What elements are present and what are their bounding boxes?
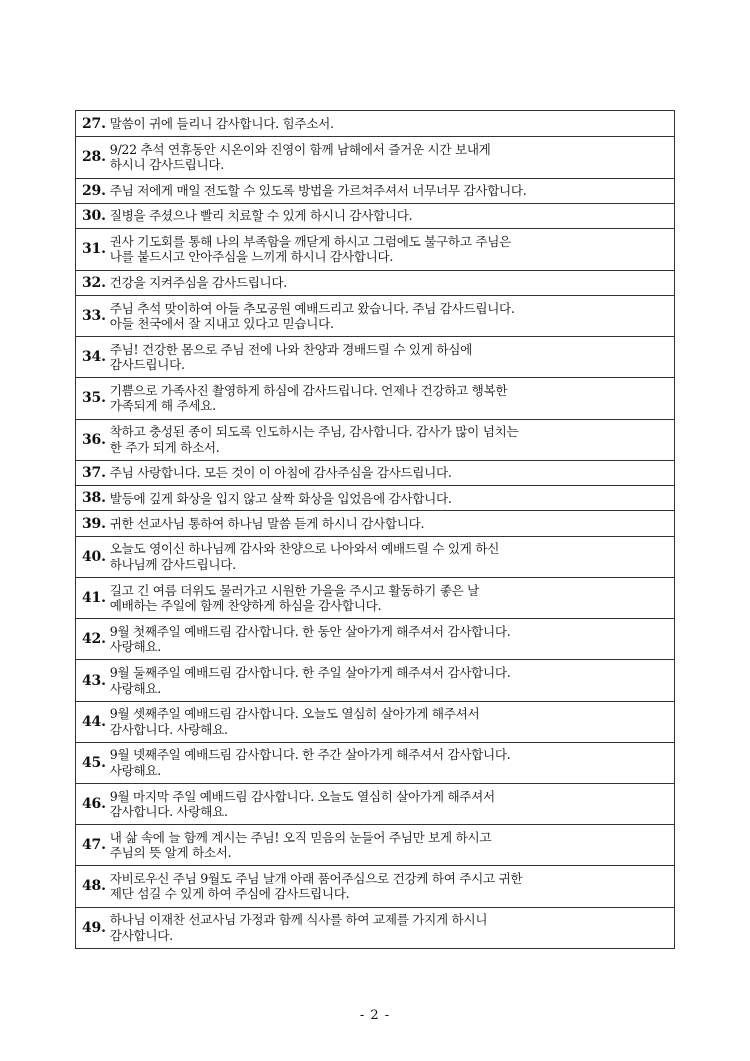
list-item bbox=[76, 618, 674, 659]
list-item bbox=[76, 701, 674, 742]
list-item bbox=[76, 136, 674, 177]
item-text-line: 기쁨으로 가족사진 촬영하게 하심에 감사드립니다. 언제나 건강하고 행복한 bbox=[109, 382, 508, 398]
item-text-line: 감사드립니다. bbox=[109, 357, 185, 373]
list-item bbox=[76, 460, 674, 485]
item-text-line: 길고 긴 여름 더위도 물러가고 시원한 가을을 주시고 활동하기 좋은 날 bbox=[109, 582, 480, 598]
item-text-line: 하시니 감사드립니다. bbox=[109, 157, 224, 173]
item-text-line: 나를 붙드시고 안아주심을 느끼게 하시니 감사합니다. bbox=[109, 249, 394, 265]
item-text-line: 9월 마지막 주일 예배드림 감사합니다. 오늘도 열심히 살아가게 해주셔서 bbox=[109, 788, 495, 804]
item-number: 34. bbox=[82, 349, 106, 366]
list-item bbox=[76, 295, 674, 336]
item-text bbox=[110, 583, 479, 614]
item-number: 35. bbox=[82, 390, 106, 407]
list-item bbox=[76, 783, 674, 824]
list-item bbox=[76, 336, 674, 377]
item-text-line: 사랑해요. bbox=[109, 680, 161, 696]
item-number: 29. bbox=[82, 182, 106, 199]
item-text-line: 하나님께 감사드립니다. bbox=[109, 556, 236, 572]
item-number: 47. bbox=[82, 837, 106, 854]
item-text-line: 자비로우신 주님 9월도 주님 날개 아래 품어주심으로 건강케 하여 주시고 귀한 bbox=[109, 870, 523, 886]
list-item bbox=[76, 659, 674, 700]
item-text bbox=[110, 624, 511, 655]
gratitude-list bbox=[75, 110, 675, 949]
item-number: 44. bbox=[82, 713, 106, 730]
item-text-line: 9월 넷째주일 예배드림 감사합니다. 한 주간 살아가게 해주셔서 감사합니다. bbox=[109, 747, 511, 763]
item-number: 33. bbox=[82, 308, 106, 325]
item-text-line: 발등에 깊게 화상을 입지 않고 살짝 화상을 입었음에 감사합니다. bbox=[109, 490, 452, 506]
item-text-line: 제단 섬길 수 있게 하여 주심에 감사드립니다. bbox=[109, 886, 350, 902]
item-text bbox=[110, 747, 511, 778]
item-text-line: 가족되게 해 주세요. bbox=[109, 398, 216, 414]
list-item bbox=[76, 907, 674, 948]
list-item bbox=[76, 178, 674, 203]
item-text-line: 오늘도 영이신 하나님께 감사와 찬양으로 나아와서 예배드릴 수 있게 하신 bbox=[109, 541, 500, 557]
item-text bbox=[110, 491, 452, 507]
item-number: 45. bbox=[82, 754, 106, 771]
item-text-line: 내 삶 속에 늘 함께 계시는 주님! 오직 믿음의 눈들어 주님만 보게 하시고 bbox=[109, 829, 492, 845]
list-item bbox=[76, 742, 674, 783]
item-number: 30. bbox=[82, 208, 106, 225]
item-number: 27. bbox=[82, 115, 106, 132]
item-number: 42. bbox=[82, 631, 106, 648]
item-number: 28. bbox=[82, 149, 106, 166]
item-text bbox=[110, 342, 472, 373]
list-item bbox=[76, 203, 674, 228]
item-number: 43. bbox=[82, 672, 106, 689]
item-number: 46. bbox=[82, 796, 106, 813]
list-item bbox=[76, 228, 674, 269]
item-text bbox=[110, 383, 507, 414]
list-item bbox=[76, 111, 674, 136]
item-text-line: 감사합니다. 사랑해요. bbox=[109, 804, 228, 820]
page-number: - 2 - bbox=[359, 1008, 391, 1023]
list-item bbox=[76, 824, 674, 865]
item-text bbox=[110, 424, 519, 455]
item-number: 41. bbox=[82, 590, 106, 607]
item-text-line: 한 주가 되게 하소서. bbox=[109, 439, 220, 455]
list-item bbox=[76, 536, 674, 577]
item-number: 37. bbox=[82, 464, 106, 481]
list-item bbox=[76, 510, 674, 535]
item-text-line: 9월 첫째주일 예배드림 감사합니다. 한 동안 살아가게 해주셔서 감사합니다. bbox=[109, 623, 511, 639]
item-number: 36. bbox=[82, 431, 106, 448]
item-text bbox=[110, 275, 287, 291]
item-number: 48. bbox=[82, 878, 106, 895]
item-text-line: 9월 둘째주일 예배드림 감사합니다. 한 주일 살아가게 해주셔서 감사합니다. bbox=[109, 665, 511, 681]
item-text bbox=[110, 830, 491, 861]
item-text bbox=[110, 234, 511, 265]
item-text-line: 9/22 추석 연휴동안 시온이와 진영이 함께 남해에서 즐거운 시간 보내게 bbox=[109, 141, 491, 157]
item-text-line: 감사합니다. bbox=[109, 927, 173, 943]
item-text-line: 주님 저에게 매일 전도할 수 있도록 방법을 가르쳐주셔서 너무너무 감사합니다. bbox=[109, 183, 527, 199]
item-text bbox=[110, 912, 487, 943]
list-item bbox=[76, 485, 674, 510]
item-number: 32. bbox=[82, 274, 106, 291]
item-text bbox=[110, 208, 413, 224]
item-text bbox=[110, 541, 499, 572]
item-number: 31. bbox=[82, 241, 106, 258]
list-item bbox=[76, 865, 674, 906]
item-text bbox=[110, 706, 480, 737]
item-text-line: 9월 셋째주일 예배드림 감사합니다. 오늘도 열심히 살아가게 해주셔서 bbox=[109, 706, 480, 722]
item-text-line: 건강을 지켜주심을 감사드립니다. bbox=[109, 274, 287, 290]
item-text bbox=[110, 183, 527, 199]
list-item bbox=[76, 377, 674, 418]
item-text-line: 말씀이 귀에 들리니 감사합니다. 힘주소서. bbox=[109, 115, 334, 131]
list-item bbox=[76, 419, 674, 460]
item-text-line: 하나님 이재찬 선교사님 가정과 함께 식사를 하여 교제를 가지게 하시니 bbox=[109, 912, 488, 928]
list-item bbox=[76, 577, 674, 618]
item-text-line: 주님 사랑합니다. 모든 것이 이 아침에 감사주심을 감사드립니다. bbox=[109, 465, 452, 481]
item-text bbox=[110, 116, 334, 132]
item-number: 39. bbox=[82, 515, 106, 532]
item-text bbox=[110, 665, 511, 696]
item-number: 38. bbox=[82, 490, 106, 507]
item-text-line: 주님의 뜻 알게 하소서. bbox=[109, 845, 232, 861]
item-text-line: 질병을 주셨으나 빨리 치료할 수 있게 하시니 감사합니다. bbox=[109, 208, 413, 224]
item-text bbox=[110, 301, 515, 332]
item-text bbox=[110, 871, 523, 902]
item-text bbox=[110, 789, 495, 820]
item-text-line: 사랑해요. bbox=[109, 762, 161, 778]
item-text-line: 아들 천국에서 잘 지내고 있다고 믿습니다. bbox=[109, 316, 334, 332]
item-number: 40. bbox=[82, 548, 106, 565]
list-item bbox=[76, 270, 674, 295]
item-text bbox=[110, 516, 424, 532]
item-text-line: 착하고 충성된 종이 되도록 인도하시는 주님, 감사합니다. 감사가 많이 넘치는 bbox=[109, 424, 519, 440]
item-text bbox=[110, 142, 491, 173]
item-text-line: 귀한 선교사님 통하여 하나님 말씀 듣게 하시니 감사합니다. bbox=[109, 515, 425, 531]
item-text-line: 권사 기도회를 통해 나의 부족함을 깨닫게 하시고 그럼에도 불구하고 주님은 bbox=[109, 233, 511, 249]
item-text-line: 예배하는 주일에 함께 찬양하게 하심을 감사합니다. bbox=[109, 598, 382, 614]
item-text-line: 사랑해요. bbox=[109, 639, 161, 655]
item-text-line: 주님! 건강한 몸으로 주님 전에 나와 찬양과 경배드릴 수 있게 하심에 bbox=[109, 341, 472, 357]
item-text-line: 감사합니다. 사랑해요. bbox=[109, 721, 228, 737]
item-text bbox=[110, 465, 452, 481]
item-number: 49. bbox=[82, 919, 106, 936]
item-text-line: 주님 추석 맞이하여 아들 추모공원 예배드리고 왔습니다. 주님 감사드립니다. bbox=[109, 300, 515, 316]
